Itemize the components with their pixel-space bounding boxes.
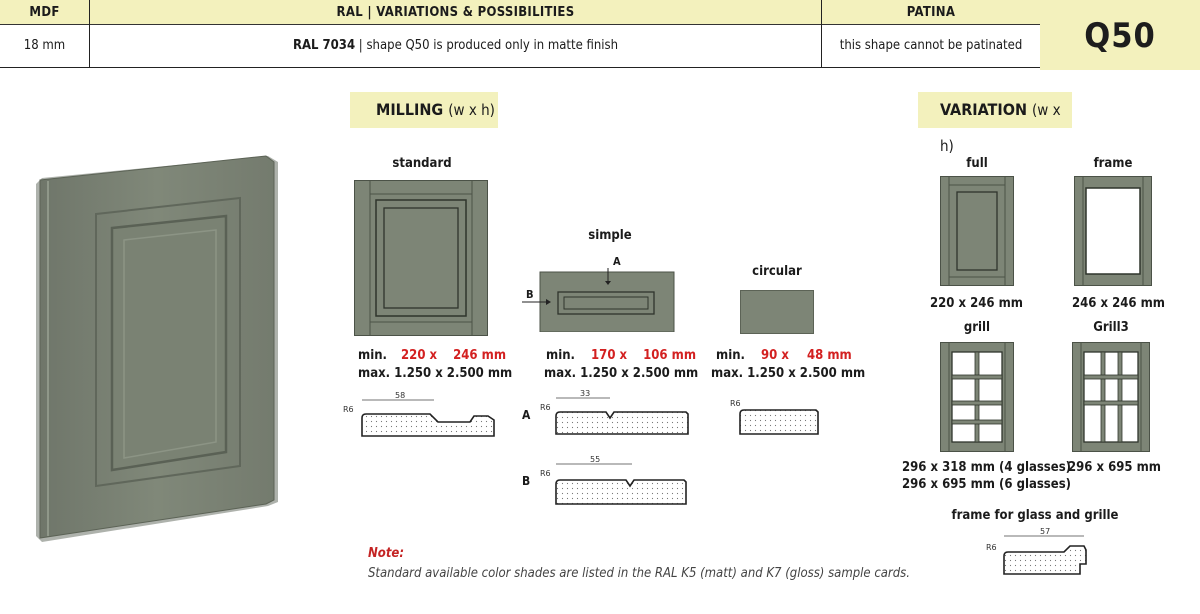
- grill-variation-drawing: [940, 342, 1014, 452]
- circular-min-h: 48 mm: [807, 348, 852, 363]
- simple-profile-a-letter: A: [522, 408, 531, 422]
- circular-panel-drawing: [740, 290, 814, 334]
- circular-max: max. 1.250 x 2.500 mm: [711, 366, 866, 381]
- frame-variation-drawing: [1074, 176, 1152, 286]
- header-patina-title: PATINA: [906, 5, 956, 20]
- shape-code: Q50: [1040, 0, 1200, 70]
- milling-label-text: MILLING: [376, 100, 444, 119]
- note-title-text: Note:: [368, 546, 405, 561]
- grill-size-4: 296 x 318 mm (4 glasses): [902, 460, 1072, 475]
- simple-profile-b-r: R6: [540, 469, 551, 478]
- standard-min: [358, 348, 506, 363]
- simple-profile-a-w: 33: [580, 389, 591, 398]
- header-mdf-title: MDF: [29, 5, 60, 20]
- standard-min-label: min.: [358, 348, 387, 363]
- glass-frame-profile: [984, 524, 1094, 580]
- simple-profile-b-w: 55: [590, 455, 601, 464]
- frame-title: frame: [1093, 156, 1133, 171]
- ral-code: RAL 7034: [292, 38, 356, 53]
- grill3-size: 296 x 695 mm: [1068, 460, 1161, 475]
- grill-size-6: 296 x 695 mm (6 glasses): [902, 477, 1072, 492]
- full-size: 220 x 246 mm: [930, 296, 1023, 311]
- standard-profile: [340, 390, 500, 446]
- frame-size: 246 x 246 mm: [1072, 296, 1165, 311]
- variation-label-text: VARIATION: [940, 100, 1027, 119]
- door-illustration: [28, 150, 298, 550]
- circular-title: circular: [752, 264, 802, 279]
- standard-profile-w: 58: [395, 391, 406, 400]
- simple-min: [546, 348, 696, 363]
- grill3-variation-drawing: [1072, 342, 1150, 452]
- simple-min-w: 170 x: [591, 348, 628, 363]
- header-ral-value: [90, 38, 821, 53]
- milling-unit: (w x h): [448, 101, 495, 119]
- standard-title: standard: [392, 156, 452, 171]
- glass-frame-title: frame for glass and grille: [951, 508, 1119, 523]
- simple-title: simple: [588, 228, 632, 243]
- simple-profile-a-r: R6: [540, 403, 551, 412]
- full-variation-drawing: [940, 176, 1014, 286]
- note-text: Standard available color shades are listed in the RAL K5 (matt) and K7 (gloss) sample cards.: [368, 566, 910, 581]
- header-col-patina: [822, 0, 1040, 68]
- standard-panel-drawing: [354, 180, 488, 336]
- full-title: full: [966, 156, 988, 171]
- header-col-mdf: [0, 0, 90, 68]
- standard-profile-r: R6: [343, 405, 354, 414]
- circular-min-w: 90 x: [761, 348, 789, 363]
- standard-max: max. 1.250 x 2.500 mm: [358, 366, 513, 381]
- simple-panel-drawing: [518, 252, 678, 332]
- simple-min-label: min.: [546, 348, 575, 363]
- simple-min-h: 106 mm: [643, 348, 697, 363]
- ral-finish-note: | shape Q50 is produced only in matte finish: [355, 38, 619, 53]
- note-title: [368, 546, 404, 561]
- standard-min-w: 220 x: [401, 348, 438, 363]
- simple-marker-a: A: [613, 255, 621, 268]
- circular-profile-r: R6: [730, 399, 741, 408]
- glass-frame-profile-w: 57: [1040, 527, 1051, 536]
- simple-profile-b: [536, 452, 696, 508]
- header-mdf-value: 18 mm: [23, 38, 66, 53]
- grill-title: grill: [963, 320, 991, 335]
- simple-marker-b: B: [526, 288, 534, 301]
- grill3-title: Grill3: [1093, 320, 1129, 335]
- milling-label: [350, 92, 498, 128]
- header-col-ral: [90, 0, 822, 68]
- header-ral-title: RAL | VARIATIONS & POSSIBILITIES: [336, 5, 575, 20]
- header-table: [0, 0, 1040, 68]
- circular-profile: [724, 394, 824, 440]
- simple-max: max. 1.250 x 2.500 mm: [544, 366, 699, 381]
- glass-frame-profile-r: R6: [986, 543, 997, 552]
- simple-profile-a: [536, 386, 696, 440]
- header-patina-value: this shape cannot be patinated: [839, 38, 1023, 53]
- variation-label: [918, 92, 1072, 155]
- simple-profile-b-letter: B: [522, 474, 531, 488]
- circular-min: [716, 348, 852, 363]
- standard-min-h: 246 mm: [453, 348, 507, 363]
- variation-unit: (w x h): [940, 101, 1061, 155]
- circular-min-label: min.: [716, 348, 745, 363]
